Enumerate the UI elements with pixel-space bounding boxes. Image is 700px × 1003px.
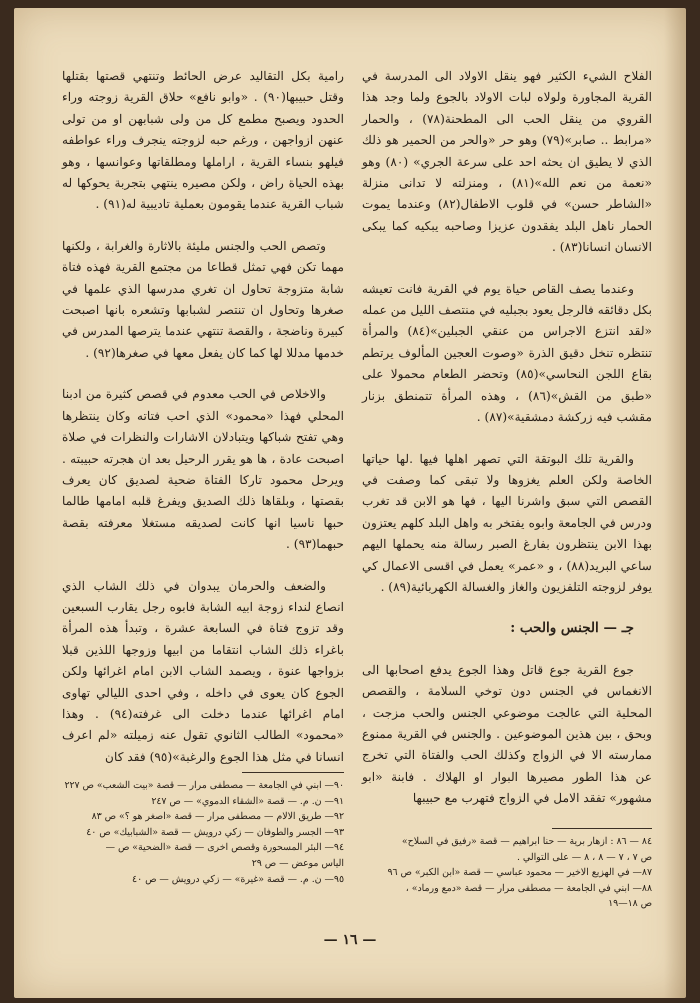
footnotes-right bbox=[362, 834, 652, 912]
page-number: — ١٦ — bbox=[323, 932, 377, 948]
footnote: ٨٤ — ٨٦ : ازهار برية — حنا ابراهيم — قصة «رفيق في السلاح» bbox=[401, 836, 652, 847]
footnotes-left bbox=[62, 778, 344, 887]
footnote: ٩٣— الجسر والطوفان — زكي درويش — قصة «الشبابيك» ص ٤٠ bbox=[86, 826, 344, 838]
footnote: ٨٧— في الهزيع الاخير — محمود عباسي — قصة «ابن الكبر» ص ٩٦ bbox=[387, 867, 652, 879]
footnote: ٩٥— ن. م. — قصة «غيرة» — زكي درويش — ص ٤٠ bbox=[132, 873, 344, 885]
footnote: ص ١٨—١٩ bbox=[608, 898, 652, 910]
left-text-column bbox=[62, 66, 344, 788]
book-page bbox=[14, 8, 686, 998]
footnote: ص ٧ ، ٧ — ٨ ، ٨ — على التوالي . bbox=[516, 851, 652, 863]
paragraph: جوع القرية جوع قاتل وهذا الجوع يدفع اصحابها الى الانغماس في الجنس دون توخي السلامة ، والقصص المحلية التي عالجت موضوعي الجنس والحب مزجت ، وبحق ، بين هذين الموضوعين . والجنس في القرية ممنوع ممارسته الا في الزواج وكذلك الحب والفتاة التي تخرج عن هذا الطور مصيرها البوار او الهلاك . فابنة «ابو مشهور» تفقد الامل في الزواج فتهرب مع حبيبها bbox=[362, 662, 652, 806]
footnote: ٩٠— ابني في الجامعة — مصطفى مرار — قصة «بيت الشعب» ص ٢٢٧ bbox=[64, 780, 344, 791]
paragraph: وعندما يصف القاص حياة يوم في القرية فانت تعيشه بكل دقائقه فالرجل يعود بجبليه في منتصف الليل من عمله «لقد انتزع الاجراس من عنقي الجبلين»(٨٤) والمرأة تنتظره تنخل دقيق الذرة «وصوت العجين المألوف يرتطم بقاع اللجن النحاسي»(٨٥) وتحضر الطعام محمولا على «طبق من القش»(٨٦) ، وهذه المرأة تتمنطق بزنار مقشب فيه زركشة دمشقية»(٨٧) . bbox=[362, 281, 653, 425]
paragraph: والاخلاص في الحب معدوم في قصص كثيرة من ادبنا المحلي فهذا «محمود» الذي احب فتاته وكان ينتظرها وهي تفتح شباكها ويتبادلان الاشارات والنظرات في صلاة اصبحت عادة ، ها هو يقرر الرحيل بعد ان هجرته حبيبته . ويرحل محمود تاركا الفتاة ضحية لصديق كان يعرف بقصتها ، وبلقاها ذلك الصديق ويفرغ قلبه امامها طالما حبها ناسيا انها كانت لصديقه مستغلا معرفته بقصة حبهما(٩٣) . bbox=[62, 387, 344, 552]
paragraph: والقرية تلك البوتقة التي تصهر اهلها فيها .لها حياتها الخاصة ولكن العلم يغزوها ولا تبقى كما وصفت في القصص التي سبق واشرنا اليها ، فها هو الابن قد تغرب ودرس في الجامعة وابوه يفتخر به واهل البلد كلهم يعتزون بهذا الابن ينتظرون بفارغ الصبر رسالة منه يحملها اليهم ساعي البريد(٨٨) ، و «عمر» يعمل في اقسى الاعمال كي يوفر لزوجته التلفزيون والغاز والغسالة الكهربائية(٨٩) . bbox=[362, 451, 652, 594]
paragraph: رامية بكل التقاليد عرض الحائط وتنتهي قصتها بقتلها وقتل حبيبها(٩٠) . «وابو نافع» حلاق القرية زوجته وراء الحدود ويصبح مطمع كل من ولى شبابهن او من تولى عنهن ازواجهن ، ورغم حبه لزوجته ينجرف وراء عواطفه فيلهو بنساء القرية ، اراملها ومطلقاتها وعوانسها ، وهو بهذه الحياة راض ، ولكن مصيره ينتهي بتجربة يحوكها له شباب القرية عندما يقومون بعملية تاديبية له(٩١) . bbox=[62, 69, 344, 212]
paragraph: الفلاح الشيء الكثير فهو ينقل الاولاد الى المدرسة في القرية المجاورة ولولاه لبات الاولاد بالجوع ولما وجد هذا القروي من ينقل الحب الى المطحنة(٧٨) ، والحمار «مرابط .. صابر»(٧٩) وهو حر «والحر من الحمير هو ذلك الذي لا يطيق ان يحثه احد على سرعة الجري» (٨٠) وهو «نعمة من نعم الله»(٨١) ، ومنزلته لا تدانى منزلة «الشاطر حسن» في قلوب الاطفال(٨٢) وعندما يموت الحمار ناهل البلد يفقدون عزيزا وصاحبه يبكيه كما يبكى الانسان انسانا(٨٣) . bbox=[362, 69, 653, 255]
footnote: الياس موعض — ص ٢٩ bbox=[251, 857, 344, 869]
footnote-divider bbox=[242, 772, 344, 773]
section-heading: جـ — الجنس والحب : bbox=[510, 620, 634, 637]
paragraph: والضعف والحرمان يبدوان في ذلك الشاب الذي انصاع لنداء زوجة ابيه الشابة فابوه رجل يقارب السبعين وقد تزوج فتاة في السابعة عشرة ، وتبدأ هذه المرأة باغراء ذلك الشاب انتقاما من ابيها وزوجها اللذين قبلا بزواجها عنوة ، ويصمد الشاب الابن امام اغرائها ولكن الجوع كان يعوى في داخله ، وفي احدى الليالي تهاوى امام اغرائها عندما دخلت الى غرفته(٩٤) . وهذا «محمود» الطالب الثانوي تقول عنه زميلته «لم اعرف انسانا في مثل هذا الجوع والرغبة»(٩٥) فقد كان bbox=[62, 578, 344, 764]
footnote: ٩١— ن. م. — قصة «الشقاء الدموي» — ص ٢٤٧ bbox=[151, 795, 344, 807]
footnote: ٨٨— ابني في الجامعة — مصطفى مرار — قصة «دمع ورماد» ، bbox=[405, 882, 652, 894]
paragraph: وتصص الحب والجنس مليئة بالاثارة والغرابة ، ولكنها مهما تكن فهي تمثل قطاعا من مجتمع القرية فهذه فتاة شابة متزوجة تحاول ان تغري مدرسها الذي علمها في صغرها وتحاول ان تنتصر لشبابها وتشعره بانها اصبحت كبيرة وناضجة ، والقصة تنتهي عندما يترصها المدرس في خدمها مدللا لها كما كان يفعل معها في صغرها(٩٢) . bbox=[62, 238, 344, 360]
footnote-divider bbox=[552, 828, 652, 829]
footnote: ٩٢— طريق الالام — مصطفى مرار — قصة «اصغر هو ؟» ص ٨٣ bbox=[91, 811, 344, 823]
footnote: ٩٤— البئر المسحورة وقصص اخرى — قصة «الضحية» ص — bbox=[105, 842, 344, 854]
right-text-column bbox=[362, 66, 652, 830]
